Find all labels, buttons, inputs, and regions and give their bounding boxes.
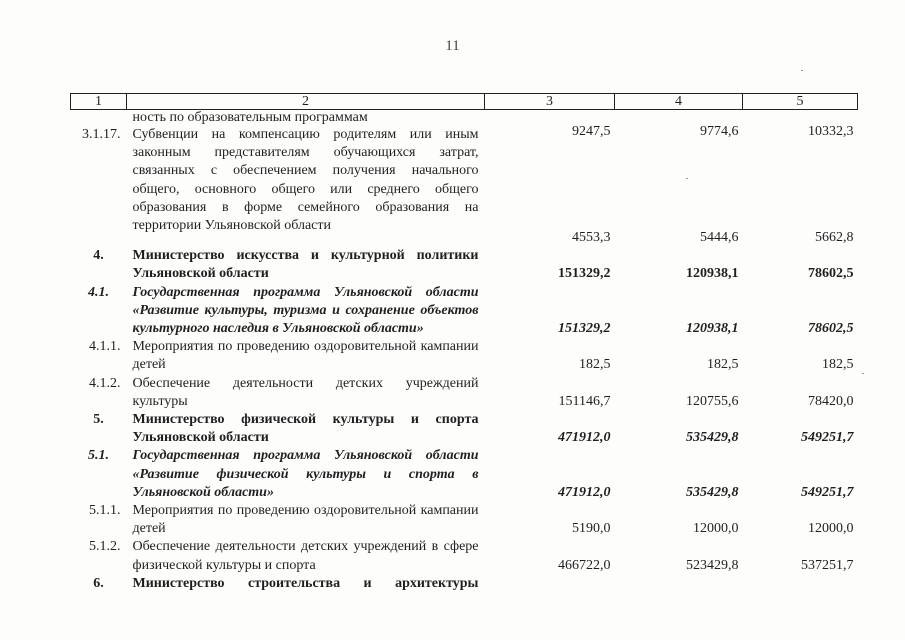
header-col-5: 5 [743, 94, 858, 110]
value-col-4: 182,5 [707, 357, 739, 373]
value-col-3 [485, 124, 615, 246]
row-text: Министерство строительства и архитектуры [132, 575, 479, 591]
value-col-3: 471912,0 [558, 484, 611, 500]
row-number: 6. [93, 575, 104, 591]
budget-table [70, 93, 858, 593]
table-row [71, 502, 858, 538]
row-number: 5.1.1. [89, 503, 121, 519]
page-number: 11 [445, 38, 460, 54]
scan-speck [862, 373, 864, 374]
value-col-4-bottom: 5444,6 [700, 230, 739, 246]
row-text: Обеспечение деятельности детских учреждений культуры [132, 375, 479, 409]
row-number: 4. [93, 248, 104, 264]
value-col-4: 535429,8 [686, 484, 739, 500]
table-row [71, 235, 858, 283]
table-row [71, 538, 858, 574]
value-col-4-top: 9774,6 [700, 124, 739, 139]
row-number: 4.1. [88, 284, 109, 300]
row-text: Государственная программа Ульяновской области «Развитие физической культуры и спорта в Ульяновской области» [132, 448, 479, 500]
value-col-5: 537251,7 [801, 557, 854, 573]
table-row [71, 110, 858, 127]
value-col-3: 5190,0 [572, 521, 611, 537]
value-col-5-top: 10332,3 [808, 124, 854, 139]
row-text: Обеспечение деятельности детских учреждений в сфере физической культуры и спорта [132, 539, 479, 573]
table-row [71, 447, 858, 502]
row-number: 4.1.2. [89, 375, 121, 391]
table-row [71, 338, 858, 374]
value-col-3-top: 9247,5 [572, 124, 611, 139]
header-col-1: 1 [71, 94, 127, 110]
value-col-5: 78420,0 [808, 393, 854, 409]
row-text: Мероприятия по проведению оздоровительной кампании детей [132, 339, 479, 373]
row-text: Министерство искусства и культурной политики Ульяновской области [132, 248, 479, 282]
row-text: Мероприятия по проведению оздоровительной кампании детей [132, 503, 479, 537]
row-number: 4.1.1. [89, 339, 121, 355]
value-col-5: 12000,0 [808, 521, 854, 537]
value-col-3: 151329,2 [558, 266, 611, 282]
table-header [71, 94, 858, 110]
value-col-5: 549251,7 [801, 484, 854, 500]
scan-speck [801, 70, 803, 71]
value-col-5: 549251,7 [801, 430, 854, 446]
row-number: 5.1.2. [89, 539, 121, 555]
table-row [71, 375, 858, 411]
row-number: 3.1.17. [82, 127, 121, 142]
row-number [71, 110, 127, 127]
value-col-4: 12000,0 [693, 521, 739, 537]
row-number: 5. [93, 412, 104, 428]
header-col-3: 3 [485, 94, 615, 110]
value-col-3: 182,5 [579, 357, 611, 373]
value-col-3-bottom: 4553,3 [572, 230, 611, 246]
value-col-4: 523429,8 [686, 557, 739, 573]
table-row [71, 575, 858, 593]
value-col-4: 120938,1 [686, 321, 739, 337]
table-row [71, 284, 858, 339]
value-col-5-bottom: 5662,8 [815, 230, 854, 246]
value-col-4 [615, 124, 743, 246]
value-col-3: 471912,0 [558, 430, 611, 446]
table-row [71, 126, 858, 235]
row-text: ность по образовательным программам [132, 110, 368, 125]
row-number: 5.1. [88, 448, 109, 464]
value-col-3: 466722,0 [558, 557, 611, 573]
table-row [71, 411, 858, 447]
row-text: Субвенции на компенсацию родителям или иным законным представителям обучающихся затрат, связанных с обеспечением получения начального общего, основного общего или среднего общего образования в форме семейного образования на территории Ульяновской области [132, 127, 479, 234]
value-col-4: 120938,1 [686, 266, 739, 282]
value-col-4 [615, 575, 743, 593]
row-text: Министерство физической культуры и спорта Ульяновской области [132, 412, 479, 446]
value-col-3: 151329,2 [558, 321, 611, 337]
value-col-5 [743, 124, 858, 246]
value-col-5 [743, 575, 858, 593]
value-col-4: 535429,8 [686, 430, 739, 446]
row-text: Государственная программа Ульяновской области «Развитие культуры, туризма и сохранение объектов культурного наследия в Ульяновской области» [132, 284, 479, 337]
value-col-5: 78602,5 [808, 266, 854, 282]
header-col-2: 2 [127, 94, 485, 110]
value-col-4: 120755,6 [686, 393, 739, 409]
value-col-3 [485, 575, 615, 593]
header-col-4: 4 [615, 94, 743, 110]
value-col-3: 151146,7 [558, 393, 611, 409]
value-col-5: 78602,5 [808, 321, 854, 337]
value-col-5: 182,5 [822, 357, 854, 373]
